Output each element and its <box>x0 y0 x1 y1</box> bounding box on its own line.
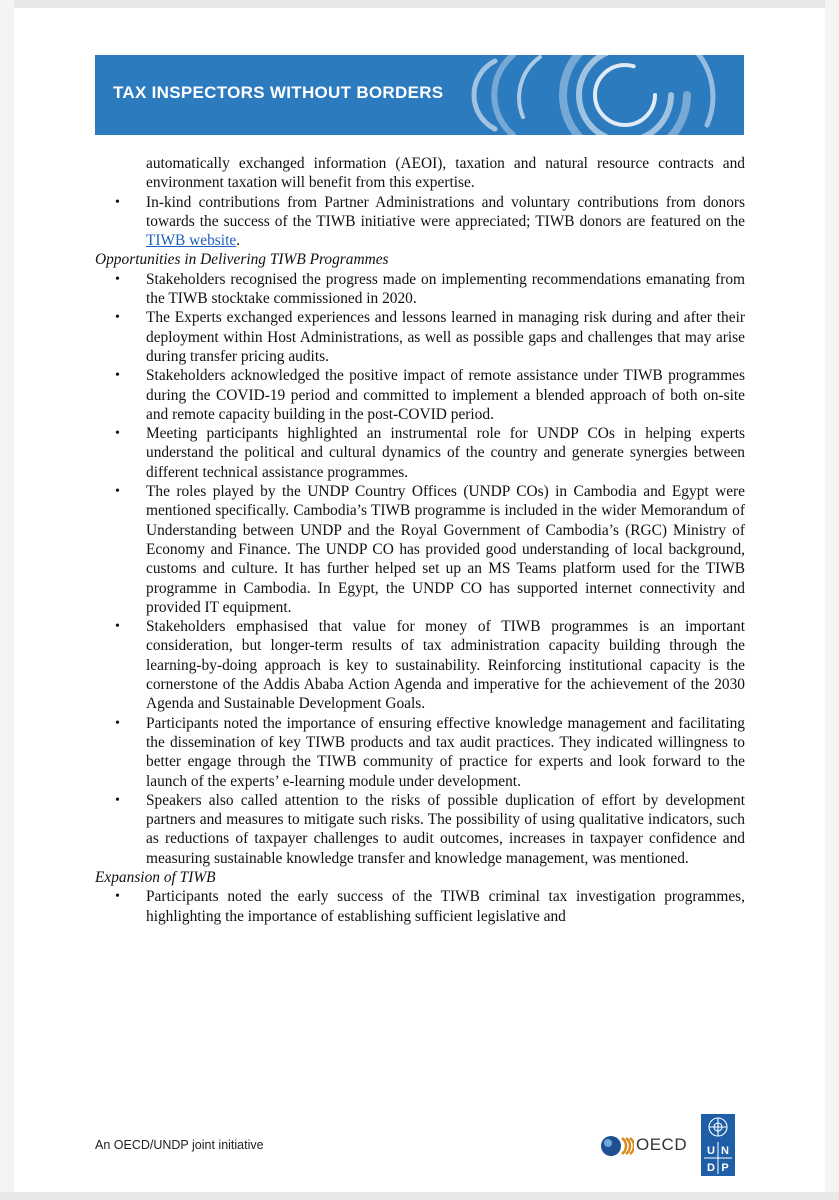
list-item <box>95 270 745 309</box>
banner-title: TAX INSPECTORS WITHOUT BORDERS <box>113 83 444 102</box>
undp-logo <box>701 1114 735 1176</box>
bullet-icon: • <box>115 619 120 635</box>
bullet-icon: • <box>115 426 120 442</box>
list-item <box>95 482 745 617</box>
undp-letter-n: N <box>721 1145 729 1157</box>
continued-paragraph: automatically exchanged information (AEOI), taxation and natural resource contracts and environment taxation will benefit from this expertise. <box>146 155 745 192</box>
bullet-text: Participants noted the early success of the TIWB criminal tax investigation programmes, highlighting the importance of establishing sufficient legislative and <box>146 888 745 925</box>
bullet-text: Meeting participants highlighted an instrumental role for UNDP COs in helping experts understand the political and cultural dynamics of the country and generate synergies between different technical assistance programmes. <box>146 425 745 481</box>
footer-initiative-text: An OECD/UNDP joint initiative <box>95 1138 264 1152</box>
bullet-icon: • <box>115 889 120 905</box>
oecd-logo-icon <box>600 1133 634 1159</box>
undp-letter-p: P <box>721 1162 729 1174</box>
tiwb-website-link[interactable]: TIWB website <box>146 232 237 250</box>
bullet-text: Stakeholders recognised the progress made on implementing recommendations emanating from the TIWB stocktake commissioned in 2020. <box>146 270 745 308</box>
intro-bullet-list <box>95 193 745 251</box>
bullet-text: Speakers also called attention to the risks of possible duplication of effort by development partners and measures to mitigate such risks. The possibility of using qualitative indicators, such as reductions of taxpayer challenges to audit outcomes, increases in taxpayer confidence and measuring sustainable knowledge transfer and knowledge management, was mentioned. <box>146 791 745 867</box>
section-heading-expansion: Expansion of TIWB <box>95 868 216 886</box>
list-item <box>95 617 745 713</box>
un-emblem-icon <box>701 1114 735 1176</box>
bullet-icon: • <box>115 484 120 500</box>
bullet-text-end: . <box>236 232 241 250</box>
page-frame-top <box>0 0 839 8</box>
bullet-text: The Experts exchanged experiences and lessons learned in managing risk during and after their deployment within Host Administrations, as well as possible gaps and challenges that may arise during transfer pricing audits. <box>146 309 745 365</box>
opportunities-bullet-list <box>95 270 745 868</box>
expansion-bullet-list <box>95 887 745 926</box>
bullet-icon: • <box>115 194 120 210</box>
list-item <box>95 424 745 482</box>
list-item <box>95 193 745 251</box>
bullet-icon: • <box>115 792 120 808</box>
bullet-text: Stakeholders emphasised that value for money of TIWB programmes is an important consideration, but longer-term results of tax administration capacity building through the learning-by-doing approach is key to sustainability. Reinforcing institutional capacity is the cornerstone of the Addis Ababa Action Agenda and imperative for the achievement of the 2030 Agenda and Sustainable Development Goals. <box>146 618 745 713</box>
bullet-text: Stakeholders acknowledged the positive impact of remote assistance under TIWB programmes during the COVID-19 period and committed to implement a blended approach of both on-site and remote capacity building in the post-COVID period. <box>146 367 745 423</box>
bullet-icon: • <box>115 368 120 384</box>
page-frame-left <box>0 0 14 1200</box>
bullet-text: In-kind contributions from Partner Administrations and voluntary contributions from donors towards the success of the TIWB initiative were appreciated; TIWB donors are featured on the <box>146 193 745 230</box>
list-item <box>95 714 745 791</box>
page-frame-right <box>825 0 839 1200</box>
oecd-logo <box>600 1131 690 1161</box>
undp-letter-u: U <box>707 1145 715 1157</box>
page-frame-bottom <box>0 1192 839 1200</box>
section-heading-opportunities: Opportunities in Delivering TIWB Programmes <box>95 251 389 269</box>
undp-letter-d: D <box>707 1162 715 1174</box>
bullet-text: Participants noted the importance of ensuring effective knowledge management and facilitating the dissemination of key TIWB products and tax audit practices. They indicated willingness to better engage through the TIWB community of practice for experts and look forward to the launch of the experts’ e-learning module under development. <box>146 714 745 790</box>
bullet-icon: • <box>115 271 120 287</box>
header-banner <box>95 55 744 135</box>
list-item <box>95 791 745 868</box>
bullet-text: The roles played by the UNDP Country Offices (UNDP COs) in Cambodia and Egypt were mentioned specifically. Cambodia’s TIWB programme is included in the wider Memorandum of Understanding between UNDP and the Royal Government of Cambodia’s (RGC) Ministry of Economy and Finance. The UNDP CO has provided good understanding of local background, customs and culture. It has further helped set up an MS Teams platform used for the TIWB programme in Cambodia. In Egypt, the UNDP CO has supported internet connectivity and provided IT equipment. <box>146 483 745 616</box>
list-item <box>95 366 745 424</box>
oecd-label: OECD <box>636 1135 688 1154</box>
bullet-icon: • <box>115 310 120 326</box>
list-item <box>95 887 745 926</box>
document-body <box>95 154 745 926</box>
list-item <box>95 308 745 366</box>
bullet-icon: • <box>115 715 120 731</box>
